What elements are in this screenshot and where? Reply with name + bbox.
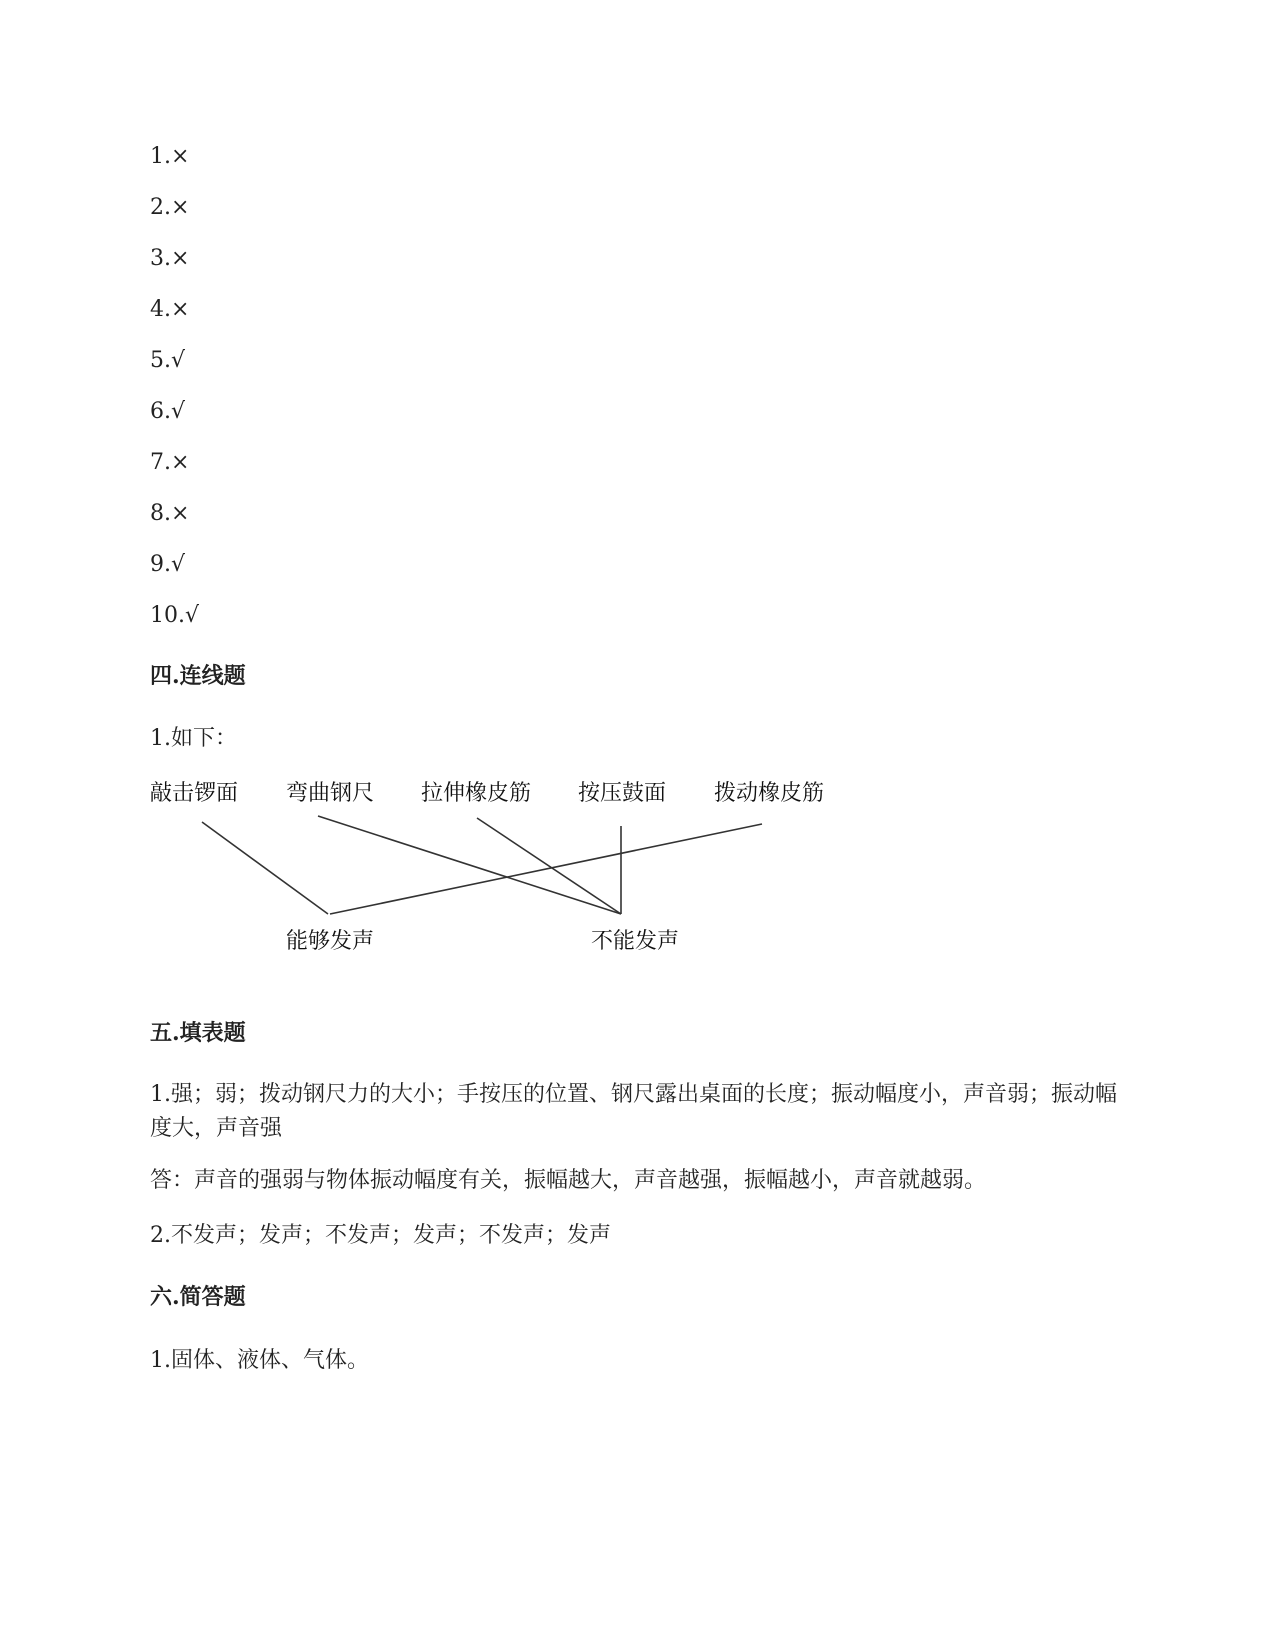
top-item: 按压鼓面 bbox=[578, 781, 667, 806]
judgement-answer: 1.× bbox=[150, 144, 190, 169]
top-item: 弯曲钢尺 bbox=[286, 781, 375, 806]
judgement-answer: 9.√ bbox=[150, 552, 186, 577]
table-answer-2: 2.不发声；发声；不发声；发声；不发声；发声 bbox=[150, 1223, 611, 1248]
judgement-answer: 7.× bbox=[150, 450, 190, 475]
section-heading-short-answer: 六.简答题 bbox=[150, 1284, 246, 1310]
matching-lines bbox=[140, 800, 900, 1020]
top-item: 拉伸橡皮筋 bbox=[421, 781, 532, 806]
matching-diagram bbox=[140, 781, 900, 1020]
short-answer-1: 1.固体、液体、气体。 bbox=[150, 1348, 369, 1373]
connection-line bbox=[318, 816, 621, 914]
judgement-answer: 8.× bbox=[150, 501, 190, 526]
judgement-answer: 4.× bbox=[150, 297, 190, 322]
bottom-item: 不能发声 bbox=[591, 929, 680, 954]
judgement-answer: 3.× bbox=[150, 246, 190, 271]
table-explanation-1: 答：声音的强弱与物体振动幅度有关，振幅越大，声音越强，振幅越小，声音就越弱。 bbox=[150, 1168, 987, 1193]
judgement-answer: 5.√ bbox=[150, 348, 186, 373]
bottom-item: 能够发声 bbox=[286, 929, 375, 954]
connection-line bbox=[477, 818, 621, 914]
judgement-answer: 10.√ bbox=[150, 603, 200, 628]
connection-line bbox=[202, 822, 328, 914]
matching-intro: 1.如下： bbox=[150, 726, 237, 751]
top-item: 拨动橡皮筋 bbox=[714, 781, 825, 806]
judgement-answer: 2.× bbox=[150, 195, 190, 220]
connection-line bbox=[330, 824, 762, 914]
judgement-answer: 6.√ bbox=[150, 399, 186, 424]
section-heading-table: 五.填表题 bbox=[150, 1020, 246, 1046]
top-item: 敲击锣面 bbox=[150, 781, 239, 806]
table-answer-1: 1.强；弱；拨动钢尺力的大小；手按压的位置、钢尺露出桌面的长度；振动幅度小，声音弱；振动幅度大，声音强 bbox=[150, 1082, 1117, 1141]
section-heading-matching: 四.连线题 bbox=[150, 663, 246, 689]
